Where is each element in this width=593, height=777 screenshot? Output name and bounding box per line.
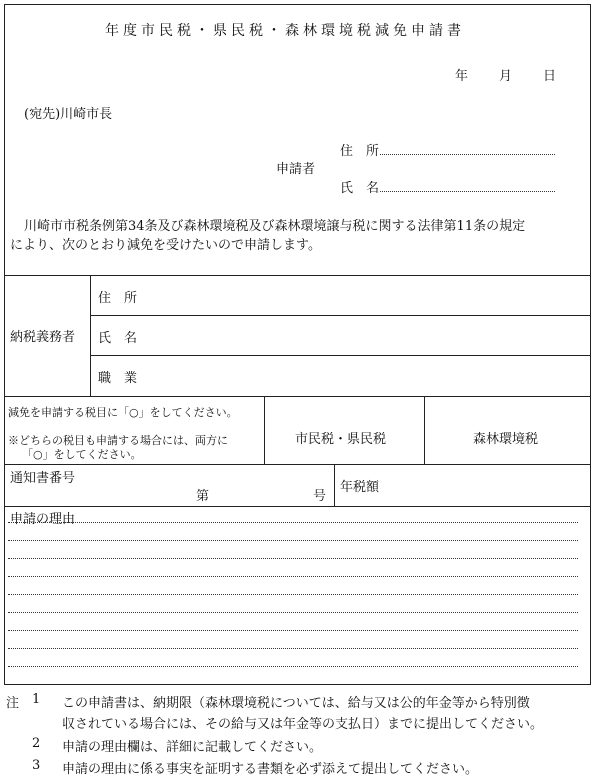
note-3-number: 3 <box>32 758 41 773</box>
taxpayer-occupation-field[interactable] <box>160 360 585 390</box>
note-1-line-1: この申請書は、納期限（森林環境税については、給与又は公的年金等から特別徴 <box>62 696 530 711</box>
notice-go-label: 号 <box>313 489 327 504</box>
reason-line <box>8 558 578 559</box>
applicant-name-field[interactable] <box>380 191 555 192</box>
notes-prefix: 注 <box>6 696 20 711</box>
annual-tax-label: 年税額 <box>340 480 380 495</box>
reason-line <box>8 666 578 667</box>
tax-option-forest-environment[interactable]: 森林環境税 <box>473 432 539 447</box>
divider <box>90 275 91 396</box>
divider <box>264 396 265 464</box>
applicant-label: 申請者 <box>276 162 316 177</box>
tax-select-note-3: 「○」をしてください。 <box>22 448 142 461</box>
note-1-number: 1 <box>32 692 41 707</box>
applicant-address-label: 住 所 <box>340 144 380 159</box>
notice-number-label: 通知書番号 <box>10 471 76 486</box>
divider <box>4 464 591 465</box>
taxpayer-name-field[interactable] <box>160 320 585 350</box>
date-month-label: 月 <box>499 69 513 84</box>
tax-select-note-1: 減免を申請する税目に「○」をしてください。 <box>8 406 238 419</box>
reason-line <box>8 612 578 613</box>
date-day-label: 日 <box>543 69 557 84</box>
reason-line <box>8 648 578 649</box>
taxpayer-label: 納税義務者 <box>10 330 76 345</box>
statement-line-1: 川崎市市税条例第34条及び森林環境税及び森林環境譲与税に関する法律第11条の規定 <box>24 219 526 234</box>
date-year-label: 年 <box>455 69 469 84</box>
tax-select-note-2: ※どちらの税目も申請する場合には、両方に <box>8 434 228 447</box>
applicant-address-field[interactable] <box>380 154 555 155</box>
divider <box>424 396 425 464</box>
taxpayer-address-label: 住 所 <box>98 291 138 306</box>
taxpayer-address-field[interactable] <box>160 280 585 310</box>
note-3-text: 申請の理由に係る事実を証明する書類を必ず添えて提出してください。 <box>62 762 479 777</box>
reason-line <box>8 540 578 541</box>
statement-line-2: により、次のとおり減免を受けたいので申請します。 <box>10 238 321 253</box>
divider <box>90 355 591 356</box>
addressee: (宛先)川崎市長 <box>24 107 113 122</box>
tax-option-municipal-prefectural[interactable]: 市民税・県民税 <box>295 432 387 447</box>
taxpayer-name-label: 氏 名 <box>98 331 138 346</box>
divider <box>4 506 591 507</box>
divider <box>4 396 591 397</box>
taxpayer-occupation-label: 職 業 <box>98 371 138 386</box>
notice-dai-label: 第 <box>196 489 210 504</box>
note-1-line-2: 収されている場合には、その給与又は年金等の支払日）までに提出してください。 <box>62 717 544 732</box>
divider <box>4 275 591 276</box>
form-title: 年度市民税・県民税・森林環境税減免申請書 <box>105 23 465 39</box>
applicant-name-label: 氏 名 <box>340 181 380 196</box>
note-2-number: 2 <box>32 736 41 751</box>
divider <box>90 315 591 316</box>
reason-field[interactable] <box>8 518 578 680</box>
notice-number-field[interactable] <box>212 480 308 502</box>
form-bottom-border <box>4 684 591 685</box>
divider <box>334 464 335 506</box>
reason-line <box>8 522 578 523</box>
annual-tax-field[interactable] <box>392 470 585 500</box>
reason-line <box>8 594 578 595</box>
reason-label: 申請の理由 <box>10 512 76 527</box>
reason-line <box>8 630 578 631</box>
reason-line <box>8 576 578 577</box>
note-2-text: 申請の理由欄は、詳細に記載してください。 <box>62 740 323 755</box>
